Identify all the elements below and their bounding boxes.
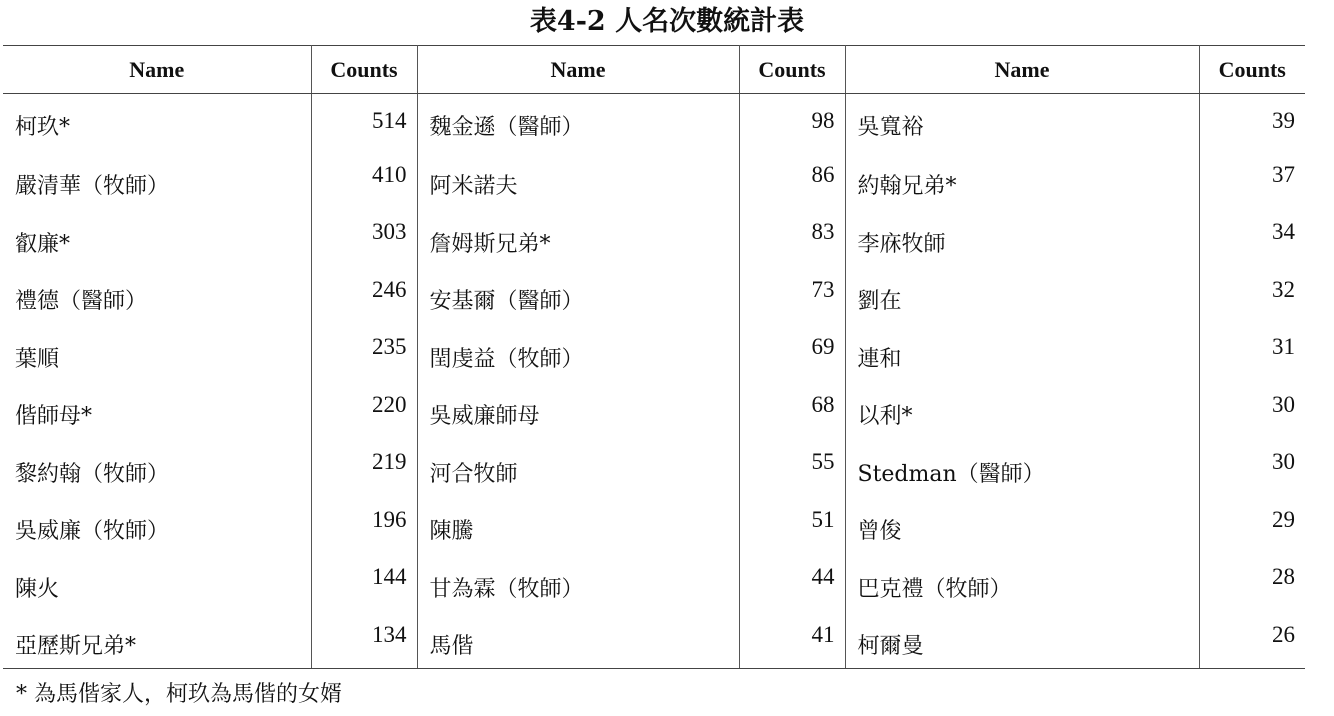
- footnote: * 為馬偕家人，柯玖為馬偕的女婿: [16, 682, 342, 707]
- name-cell: Stedman（醫師）: [845, 439, 1199, 497]
- count-cell: 144: [311, 554, 417, 612]
- name-cell: 嚴清華（牧師）: [3, 151, 311, 209]
- name-cell: 巴克禮（牧師）: [845, 554, 1199, 612]
- header-counts-2: Counts: [739, 46, 845, 94]
- count-cell: 86: [739, 151, 845, 209]
- table-title: 表4-2 人名次數統計表: [529, 6, 805, 37]
- name-cell: 陳騰: [417, 496, 739, 554]
- count-cell: 30: [1272, 391, 1295, 417]
- count-cell: 30: [1272, 449, 1295, 475]
- count-cell: 514: [311, 94, 417, 152]
- name-cell: 柯玖*: [3, 94, 311, 152]
- header-counts-1: Counts: [311, 46, 417, 94]
- count-cell: 26: [1199, 611, 1305, 669]
- count-cell: 73: [739, 266, 845, 324]
- count-cell: 235: [311, 324, 417, 382]
- name-cell: 吳威廉師母: [417, 381, 739, 439]
- table-row: [3, 496, 1305, 554]
- count-cell: 44: [739, 554, 845, 612]
- table-row: [3, 554, 1305, 612]
- table-row: [3, 266, 1305, 324]
- count-cell: 303: [311, 209, 417, 267]
- name-cell: 李庥牧師: [845, 209, 1199, 267]
- name-cell: 叡廉*: [3, 209, 311, 267]
- name-cell: 吳寬裕: [845, 94, 1199, 152]
- table-header-row: [3, 46, 1305, 94]
- name-cell: 魏金遜（醫師）: [417, 94, 739, 152]
- name-cell: 阿米諾夫: [417, 151, 739, 209]
- table-row: [3, 611, 1305, 669]
- count-cell: 55: [739, 439, 845, 497]
- count-cell: 69: [739, 324, 845, 382]
- count-cell: 219: [311, 439, 417, 497]
- count-cell: 98: [739, 94, 845, 152]
- name-cell: 柯爾曼: [845, 611, 1199, 669]
- name-cell: 以利*: [845, 381, 1199, 439]
- table-body: [3, 94, 1305, 669]
- table-row: [3, 324, 1305, 382]
- name-count-table: [3, 45, 1305, 669]
- name-cell: 安基爾（醫師）: [417, 266, 739, 324]
- name-cell: 曾俊: [845, 496, 1199, 554]
- name-cell: 偕師母*: [3, 381, 311, 439]
- name-cell: 劉在: [845, 266, 1199, 324]
- table-row: [3, 439, 1305, 497]
- name-cell: 陳火: [3, 554, 311, 612]
- table-row: [3, 94, 1305, 152]
- count-cell: 37: [1272, 161, 1295, 187]
- count-cell: 39: [1272, 107, 1295, 133]
- name-cell: 吳威廉（牧師）: [3, 496, 311, 554]
- table-row: [3, 381, 1305, 439]
- count-cell: 32: [1272, 276, 1295, 302]
- count-cell: 68: [739, 381, 845, 439]
- name-cell: 亞歷斯兄弟*: [3, 611, 311, 669]
- header-name-2: Name: [417, 46, 739, 94]
- count-cell: 28: [1272, 564, 1295, 590]
- name-cell: 閏虔益（牧師）: [417, 324, 739, 382]
- count-cell: 83: [739, 209, 845, 267]
- count-cell: 29: [1272, 506, 1295, 532]
- count-cell: 220: [311, 381, 417, 439]
- name-cell: 詹姆斯兄弟*: [417, 209, 739, 267]
- count-cell: 34: [1272, 219, 1295, 245]
- header-name-1: Name: [3, 46, 311, 94]
- header-name-3: Name: [845, 46, 1199, 94]
- name-cell: 河合牧師: [417, 439, 739, 497]
- table-row: [3, 151, 1305, 209]
- name-cell: 連和: [845, 324, 1199, 382]
- count-cell: 196: [311, 496, 417, 554]
- name-cell: 禮德（醫師）: [3, 266, 311, 324]
- name-cell: 約翰兄弟*: [845, 151, 1199, 209]
- name-cell: 葉順: [3, 324, 311, 382]
- name-cell: 甘為霖（牧師）: [417, 554, 739, 612]
- count-cell: 134: [311, 611, 417, 669]
- count-cell: 41: [739, 611, 845, 669]
- name-cell: 黎約翰（牧師）: [3, 439, 311, 497]
- count-cell: 246: [311, 266, 417, 324]
- count-cell: 51: [739, 496, 845, 554]
- count-cell: 410: [311, 151, 417, 209]
- table-row: [3, 209, 1305, 267]
- count-cell: 31: [1272, 334, 1295, 360]
- header-counts-3: Counts: [1199, 46, 1305, 94]
- name-cell: 馬偕: [417, 611, 739, 669]
